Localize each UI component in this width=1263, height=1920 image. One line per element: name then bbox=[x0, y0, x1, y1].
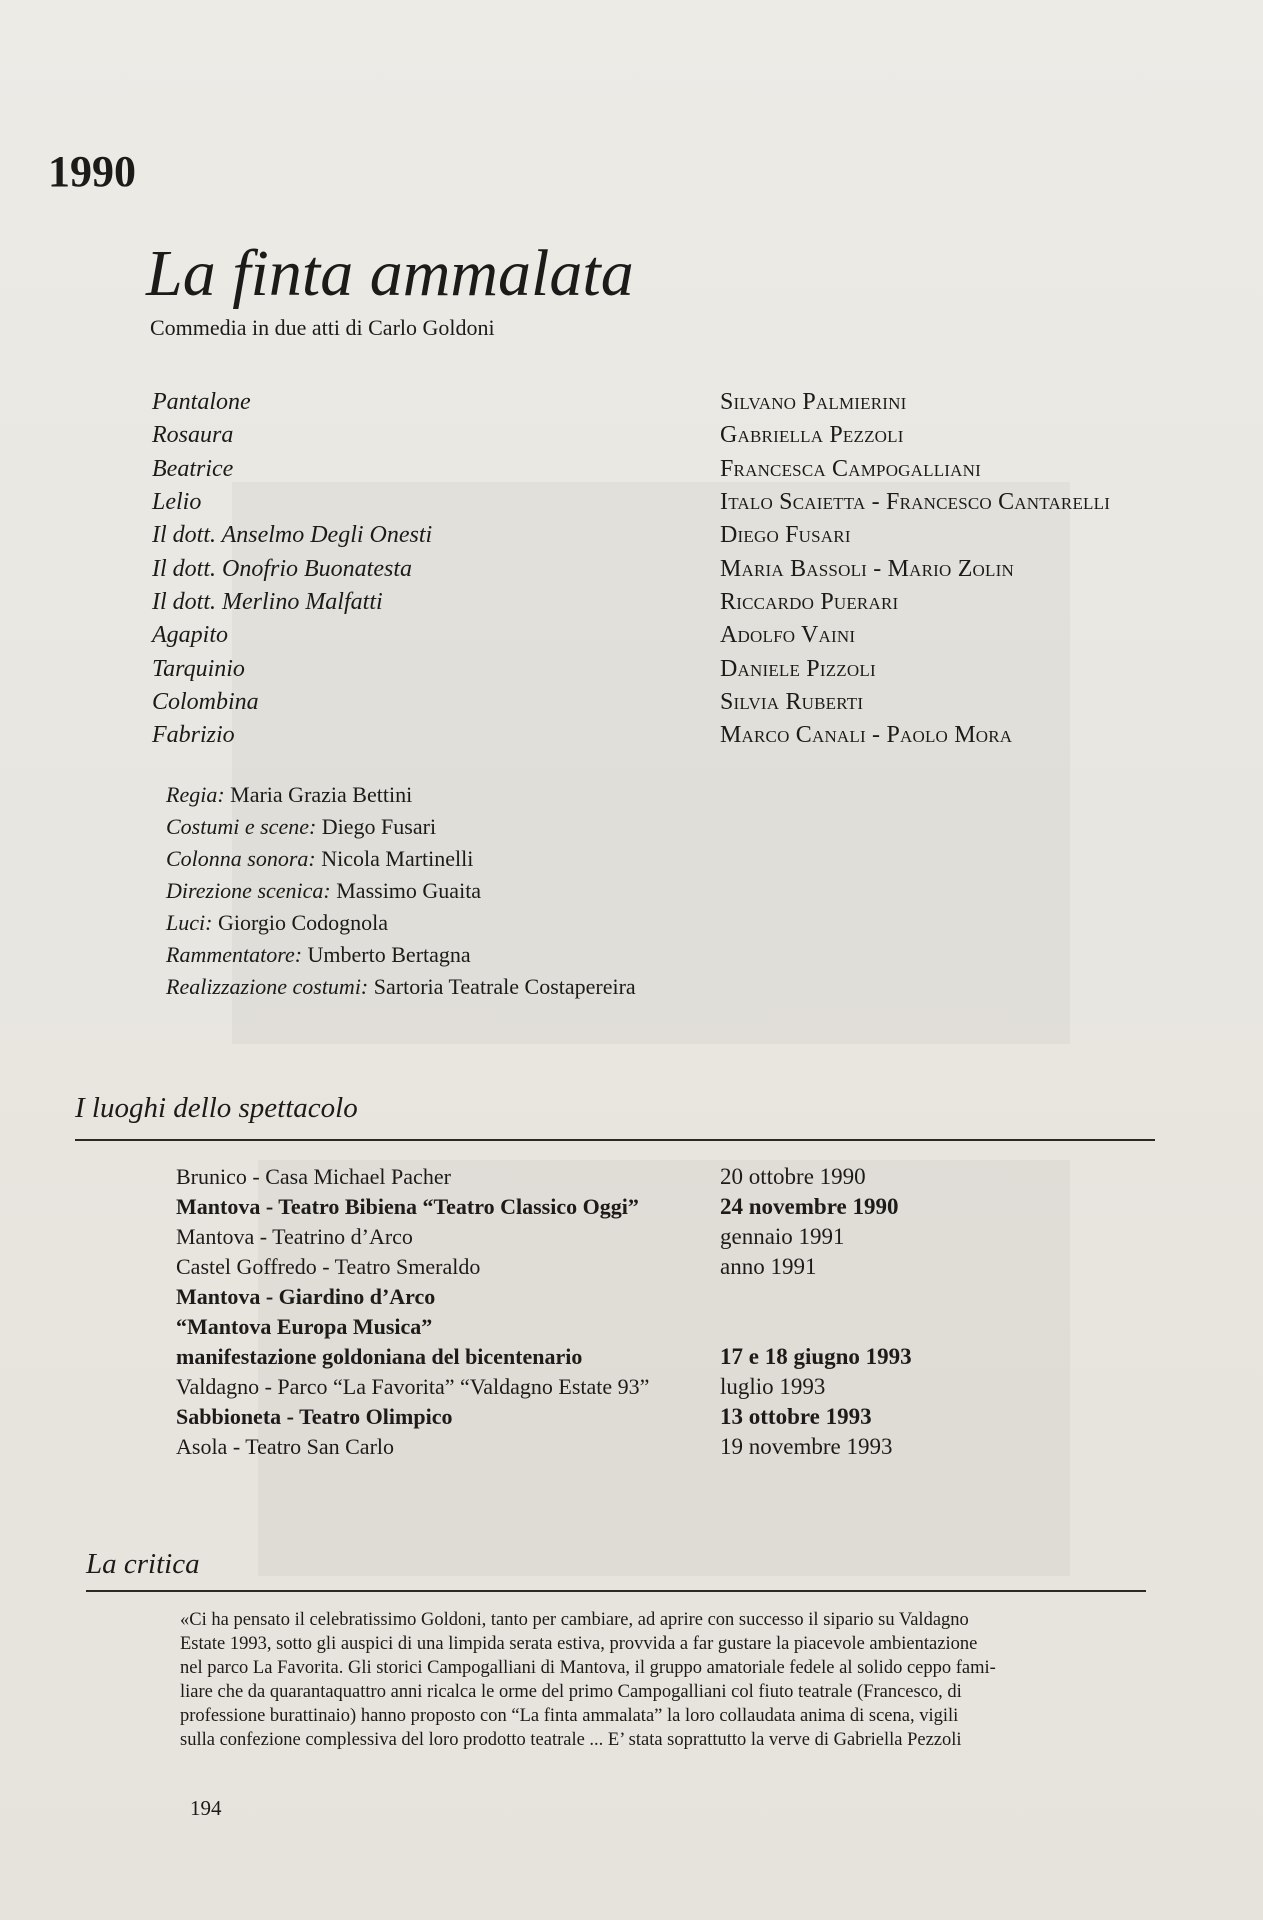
venue-row bbox=[176, 1252, 976, 1282]
role-name: Lelio bbox=[152, 489, 202, 516]
actor-name: Silvano Palmierini bbox=[720, 389, 907, 416]
credit-label: Rammentatore: bbox=[166, 942, 303, 967]
role-name: Colombina bbox=[152, 688, 259, 715]
venue-date: 20 ottobre 1990 bbox=[720, 1164, 866, 1189]
critica-text bbox=[180, 1608, 1146, 1752]
critica-line: liare che da quarantaquattro anni ricalca le orme del primo Campogalliani col fiuto teatrale (Francesco, di bbox=[180, 1682, 962, 1702]
role-name: Tarquinio bbox=[152, 655, 245, 682]
venue-row bbox=[176, 1372, 976, 1402]
credit-label: Costumi e scene: bbox=[166, 814, 317, 839]
credit-value: Giorgio Codognola bbox=[217, 910, 389, 935]
venue-name: Mantova - Teatrino d’Arco bbox=[176, 1224, 413, 1249]
venue-name: Sabbioneta - Teatro Olimpico bbox=[176, 1404, 453, 1429]
actor-name: Gabriella Pezzoli bbox=[720, 422, 904, 449]
role-name: Pantalone bbox=[152, 389, 251, 416]
venue-name: Asola - Teatro San Carlo bbox=[176, 1434, 395, 1459]
credit-row bbox=[166, 942, 636, 974]
cast-row bbox=[152, 586, 1152, 619]
venue-name: Castel Goffredo - Teatro Smeraldo bbox=[176, 1254, 481, 1279]
venue-name: “Mantova Europa Musica” bbox=[176, 1314, 433, 1339]
critica-line: «Ci ha pensato il celebratissimo Goldoni, tanto per cambiare, ad aprire con successo il sipario su Valdagno bbox=[180, 1610, 969, 1630]
credit-row bbox=[166, 878, 636, 910]
role-name: Fabrizio bbox=[152, 722, 235, 749]
venue-date: gennaio 1991 bbox=[720, 1224, 845, 1249]
cast-row bbox=[152, 519, 1152, 552]
credit-value: Massimo Guaita bbox=[336, 878, 482, 903]
actor-name: Riccardo Puerari bbox=[720, 588, 899, 615]
credit-row bbox=[166, 814, 636, 846]
cast-row bbox=[152, 386, 1152, 419]
venue-row bbox=[176, 1312, 976, 1342]
role-name: Il dott. Anselmo Degli Onesti bbox=[152, 522, 433, 549]
venue-row bbox=[176, 1282, 976, 1312]
actor-name: Francesca Campogalliani bbox=[720, 455, 981, 482]
venue-date: 19 novembre 1993 bbox=[720, 1434, 893, 1459]
play-subtitle: Commedia in due atti di Carlo Goldoni bbox=[150, 315, 495, 340]
credits-list bbox=[166, 782, 636, 1006]
venue-date: luglio 1993 bbox=[720, 1374, 826, 1399]
cast-row bbox=[152, 486, 1152, 519]
role-name: Beatrice bbox=[152, 455, 234, 482]
cast-row bbox=[152, 652, 1152, 685]
venue-date: 13 ottobre 1993 bbox=[720, 1404, 872, 1429]
venue-row bbox=[176, 1192, 976, 1222]
venue-name: Mantova - Teatro Bibiena “Teatro Classico Oggi” bbox=[176, 1194, 639, 1219]
venue-name: Valdagno - Parco “La Favorita” “Valdagno Estate 93” bbox=[176, 1374, 650, 1399]
critica-line: sulla confezione complessiva del loro prodotto teatrale ... E’ stata soprattutto la verve di Gabriella Pezzoli bbox=[180, 1730, 962, 1750]
credit-value: Sartoria Teatrale Costapereira bbox=[373, 974, 636, 999]
credit-row bbox=[166, 910, 636, 942]
venue-row bbox=[176, 1432, 976, 1462]
role-name: Rosaura bbox=[152, 422, 234, 449]
venue-row bbox=[176, 1402, 976, 1432]
venues-rule bbox=[75, 1139, 1155, 1141]
role-name: Agapito bbox=[152, 622, 228, 649]
venue-name: Mantova - Giardino d’Arco bbox=[176, 1284, 436, 1309]
venue-date: 17 e 18 giugno 1993 bbox=[720, 1344, 912, 1369]
credit-label: Colonna sonora: bbox=[166, 846, 316, 871]
credit-row bbox=[166, 846, 636, 878]
credit-value: Maria Grazia Bettini bbox=[230, 782, 413, 807]
critica-line: Estate 1993, sotto gli auspici di una limpida serata estiva, provvida a far gustare la piacevole ambientazione bbox=[180, 1634, 978, 1654]
venues-list bbox=[176, 1162, 976, 1462]
credit-label: Luci: bbox=[166, 910, 213, 935]
critica-rule bbox=[86, 1590, 1146, 1592]
credit-label: Direzione scenica: bbox=[166, 878, 331, 903]
actor-name: Maria Bassoli - Mario Zolin bbox=[720, 555, 1014, 582]
cast-row bbox=[152, 686, 1152, 719]
venue-name: Brunico - Casa Michael Pacher bbox=[176, 1164, 451, 1189]
page-number: 194 bbox=[190, 1796, 222, 1820]
actor-name: Diego Fusari bbox=[720, 522, 851, 549]
credit-label: Regia: bbox=[166, 782, 225, 807]
venues-heading: I luoghi dello spettacolo bbox=[75, 1092, 358, 1124]
credit-value: Umberto Bertagna bbox=[307, 942, 471, 967]
cast-list bbox=[152, 386, 1152, 752]
role-name: Il dott. Merlino Malfatti bbox=[152, 588, 383, 615]
cast-row bbox=[152, 419, 1152, 452]
venue-row bbox=[176, 1162, 976, 1192]
year-heading: 1990 bbox=[48, 147, 136, 196]
actor-name: Adolfo Vaini bbox=[720, 622, 856, 649]
role-name: Il dott. Onofrio Buonatesta bbox=[152, 555, 412, 582]
credit-label: Realizzazione costumi: bbox=[166, 974, 369, 999]
cast-row bbox=[152, 619, 1152, 652]
actor-name: Italo Scaietta - Francesco Cantarelli bbox=[720, 489, 1111, 516]
critica-heading: La critica bbox=[86, 1548, 200, 1580]
venue-date: anno 1991 bbox=[720, 1254, 817, 1279]
venue-row bbox=[176, 1222, 976, 1252]
actor-name: Daniele Pizzoli bbox=[720, 655, 876, 682]
critica-line: nel parco La Favorita. Gli storici Campogalliani di Mantova, il gruppo amatoriale fedele al solido ceppo fami- bbox=[180, 1658, 996, 1678]
credit-value: Nicola Martinelli bbox=[321, 846, 474, 871]
critica-line: professione burattinaio) hanno proposto con “La finta ammalata” la loro collaudata anima di scena, vigili bbox=[180, 1706, 959, 1726]
actor-name: Marco Canali - Paolo Mora bbox=[720, 722, 1013, 749]
venue-name: manifestazione goldoniana del bicentenario bbox=[176, 1344, 583, 1369]
cast-row bbox=[152, 453, 1152, 486]
play-title: La finta ammalata bbox=[146, 237, 634, 310]
credit-value: Diego Fusari bbox=[321, 814, 437, 839]
venue-date: 24 novembre 1990 bbox=[720, 1194, 899, 1219]
credit-row bbox=[166, 782, 636, 814]
venue-row bbox=[176, 1342, 976, 1372]
actor-name: Silvia Ruberti bbox=[720, 688, 864, 715]
cast-row bbox=[152, 552, 1152, 585]
credit-row bbox=[166, 974, 636, 1006]
cast-row bbox=[152, 719, 1152, 752]
